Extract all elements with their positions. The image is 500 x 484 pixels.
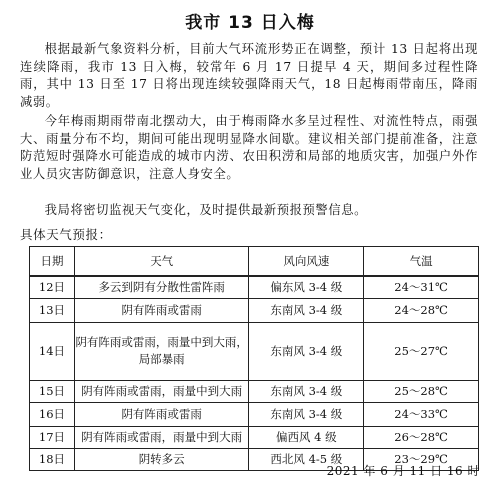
cell-weather: 阴转多云 bbox=[74, 448, 249, 470]
cell-temperature: 24～31℃ bbox=[364, 276, 479, 298]
table-row bbox=[30, 298, 479, 322]
table-header-row bbox=[30, 247, 479, 277]
cell-wind: 偏东风 3-4 级 bbox=[249, 276, 364, 298]
cell-temperature: 24～33℃ bbox=[364, 402, 479, 426]
paragraph-monitoring-note: 我局将密切监视天气变化，及时提供最新预报预警信息。 bbox=[44, 203, 368, 217]
table-row bbox=[30, 402, 479, 426]
cell-date: 14日 bbox=[30, 322, 75, 380]
cell-weather: 多云到阴有分散性雷阵雨 bbox=[74, 276, 249, 298]
cell-date: 18日 bbox=[30, 448, 75, 470]
cell-temperature: 24～28℃ bbox=[364, 298, 479, 322]
table-row bbox=[30, 426, 479, 448]
cell-wind: 西北风 4-5 级 bbox=[249, 448, 364, 470]
header-weather: 天气 bbox=[74, 247, 249, 277]
cell-wind: 东南风 3-4 级 bbox=[249, 380, 364, 402]
table-row bbox=[30, 276, 479, 298]
paragraph-meiyu-advice: 今年梅雨期雨带南北摆动大，由于梅雨降水多呈过程性、对流性特点，雨强大、雨量分布不均，期间可能出现明显降水间歇。建议相关部门提前准备，注意防范短时强降水可能造成的城市内涝、农田积涝和局部的地质灾害，加强户外作业人员灾害防御意识，注意人身安全。 bbox=[20, 114, 478, 181]
forecast-table bbox=[29, 246, 479, 471]
document-title: 我市 13 日入梅 bbox=[185, 13, 315, 33]
cell-wind: 偏西风 4 级 bbox=[249, 426, 364, 448]
paragraph-forecast-summary: 根据最新气象资料分析，目前大气环流形势正在调整，预计 13 日起将出现连续降雨，我市 13 日入梅，较常年 6 月 17 日提早 4 天，期间多过程性降雨，其中 13 日至 17 日将出现连续较强降雨天气，18 日起梅雨带南压，降雨减弱。 bbox=[20, 42, 478, 109]
cell-date: 12日 bbox=[30, 276, 75, 298]
cell-weather: 阴有阵雨或雷雨，雨量中到大雨 bbox=[74, 380, 249, 402]
cell-date: 13日 bbox=[30, 298, 75, 322]
cell-wind: 东南风 3-4 级 bbox=[249, 322, 364, 380]
header-temperature: 气温 bbox=[364, 247, 479, 277]
forecast-table-label: 具体天气预报： bbox=[20, 227, 112, 242]
header-wind: 风向风速 bbox=[249, 247, 364, 277]
table-row bbox=[30, 322, 479, 380]
cell-wind: 东南风 3-4 级 bbox=[249, 402, 364, 426]
cell-temperature: 23～29℃ bbox=[364, 448, 479, 470]
cell-weather: 阴有阵雨或雷雨 bbox=[74, 402, 249, 426]
cell-weather: 阴有阵雨或雷雨，雨量中到大雨 bbox=[74, 426, 249, 448]
cell-weather: 阴有阵雨或雷雨，雨量中到大雨，局部暴雨 bbox=[74, 322, 249, 380]
cell-temperature: 25～28℃ bbox=[364, 380, 479, 402]
cell-temperature: 25～27℃ bbox=[364, 322, 479, 380]
header-date: 日期 bbox=[30, 247, 75, 277]
cell-wind: 东南风 3-4 级 bbox=[249, 298, 364, 322]
cell-date: 17日 bbox=[30, 426, 75, 448]
issue-timestamp: 2021 年 6 月 11 日 16 时 bbox=[326, 464, 480, 478]
cell-date: 16日 bbox=[30, 402, 75, 426]
cell-temperature: 26～28℃ bbox=[364, 426, 479, 448]
cell-weather: 阴有阵雨或雷雨 bbox=[74, 298, 249, 322]
table-row bbox=[30, 380, 479, 402]
cell-date: 15日 bbox=[30, 380, 75, 402]
